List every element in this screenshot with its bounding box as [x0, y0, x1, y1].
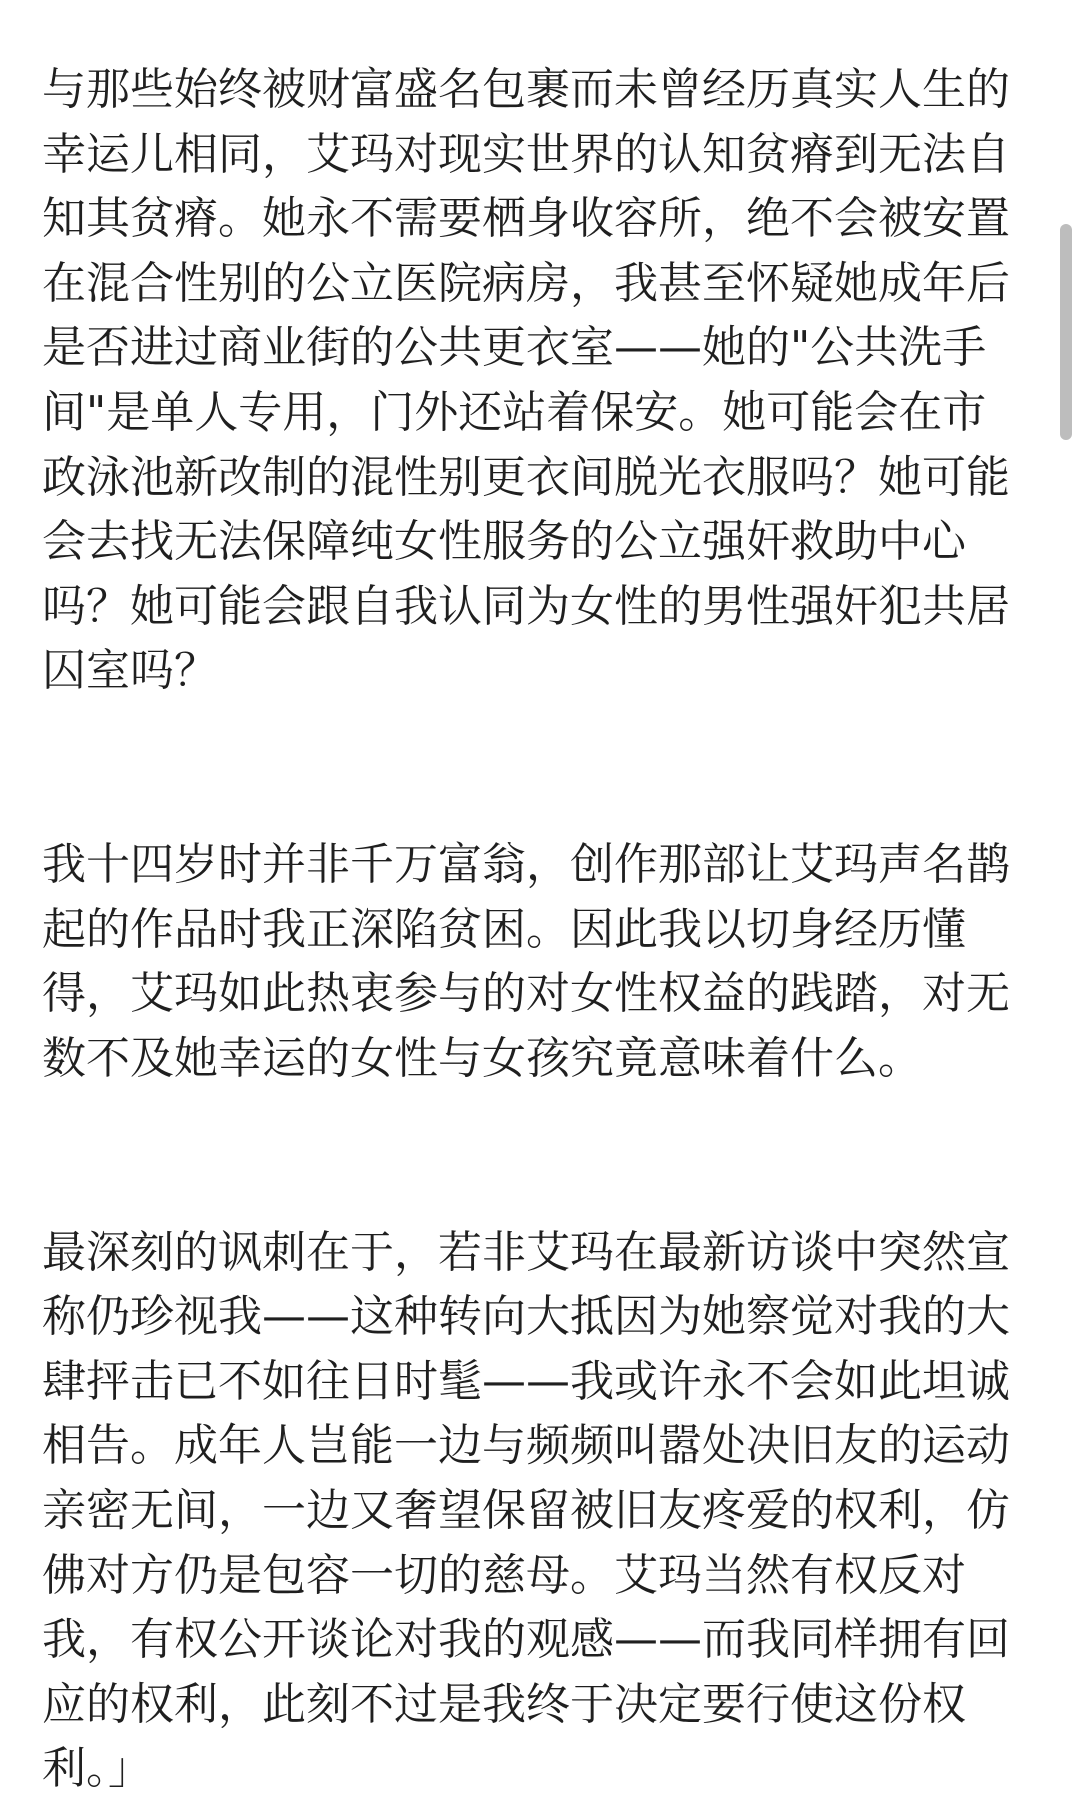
paragraph-1: [42, 58, 1038, 704]
paragraph-3: [42, 1221, 1038, 1802]
text-line: 佛对方仍是包容一切的慈母。艾玛当然有权反对: [42, 1549, 966, 1601]
text-line: 我，有权公开谈论对我的观感——而我同样拥有回: [42, 1614, 1010, 1666]
text-line: 政泳池新改制的混性别更衣间脱光衣服吗？她可能: [42, 451, 1010, 503]
text-line: 应的权利，此刻不过是我终于决定要行使这份权: [42, 1678, 966, 1730]
text-line: 起的作品时我正深陷贫困。因此我以切身经历懂: [42, 903, 966, 955]
text-line: 会去找无法保障纯女性服务的公立强奸救助中心: [42, 516, 966, 568]
paragraph-spacer: [42, 704, 1038, 833]
text-line: 我十四岁时并非千万富翁，创作那部让艾玛声名鹊: [42, 839, 1010, 891]
text-line: 利。」: [42, 1743, 152, 1795]
article-text: [42, 58, 1038, 1802]
text-line: 得，艾玛如此热衷参与的对女性权益的践踏，对无: [42, 968, 1010, 1020]
text-line: 相告。成年人岂能一边与频频叫嚣处决旧友的运动: [42, 1420, 1010, 1472]
text-line: 肆抨击已不如往日时髦——我或许永不会如此坦诚: [42, 1355, 1010, 1407]
paragraph-spacer: [42, 1092, 1038, 1221]
text-line: 在混合性别的公立医院病房，我甚至怀疑她成年后: [42, 257, 1010, 309]
text-line: 是否进过商业街的公共更衣室——她的"公共洗手: [42, 322, 987, 374]
text-line: 最深刻的讽刺在于，若非艾玛在最新访谈中突然宣: [42, 1226, 1010, 1278]
text-line: 数不及她幸运的女性与女孩究竟意味着什么。: [42, 1032, 922, 1084]
text-line: 间"是单人专用，门外还站着保安。她可能会在市: [42, 386, 987, 438]
text-line: 知其贫瘠。她永不需要栖身收容所，绝不会被安置: [42, 193, 1010, 245]
text-line: 囚室吗？: [42, 645, 218, 697]
vertical-scrollbar[interactable]: [1060, 224, 1072, 440]
text-line: 与那些始终被财富盛名包裹而未曾经历真实人生的: [42, 64, 1010, 115]
text-line: 亲密无间，一边又奢望保留被旧友疼爱的权利，仿: [42, 1485, 1010, 1537]
text-line: 称仍珍视我——这种转向大抵因为她察觉对我的大: [42, 1291, 1010, 1343]
text-line: 幸运儿相同，艾玛对现实世界的认知贫瘠到无法自: [42, 128, 1010, 180]
text-line: 吗？她可能会跟自我认同为女性的男性强奸犯共居: [42, 580, 1010, 632]
paragraph-2: [42, 833, 1038, 1091]
